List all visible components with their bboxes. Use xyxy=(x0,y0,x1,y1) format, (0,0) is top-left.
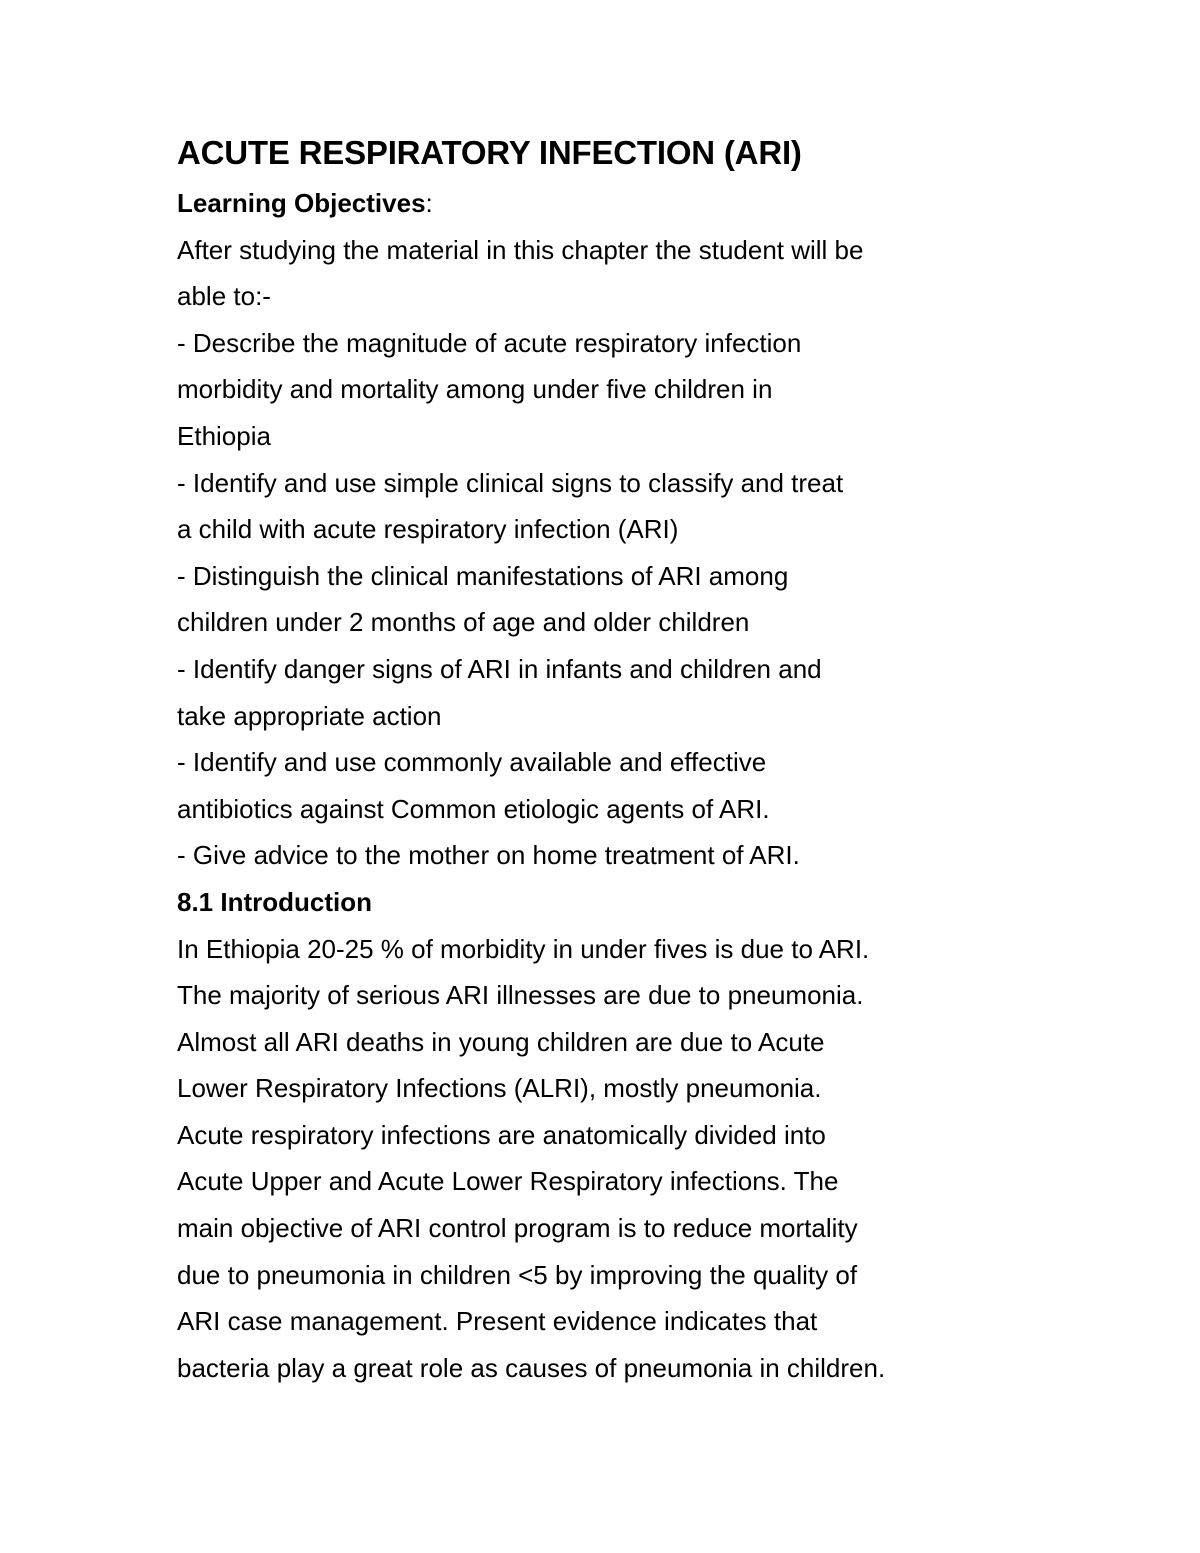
objectives-colon: : xyxy=(425,188,433,218)
objective-item: - Distinguish the clinical manifestations of ARI among xyxy=(177,560,789,591)
text-line: able to:- xyxy=(177,281,271,312)
text-line: Ethiopia xyxy=(177,420,271,451)
objective-item: - Identify and use simple clinical signs to classify and treat xyxy=(177,467,844,498)
intro-line: Lower Respiratory Infections (ALRI), mostly pneumonia. xyxy=(177,1073,822,1104)
intro-line: Almost all ARI deaths in young children are due to Acute xyxy=(177,1026,825,1057)
intro-line: In Ethiopia 20-25 % of morbidity in under fives is due to ARI. xyxy=(177,933,870,964)
document-content xyxy=(177,128,977,1391)
intro-line: due to pneumonia in children <5 by improving the quality of xyxy=(177,1259,858,1290)
intro-line: Acute respiratory infections are anatomically divided into xyxy=(177,1119,826,1150)
objectives-heading-line xyxy=(177,180,977,227)
intro-line: main objective of ARI control program is to reduce mortality xyxy=(177,1213,858,1244)
objective-item: - Identify and use commonly available and effective xyxy=(177,747,767,778)
document-title: ACUTE RESPIRATORY INFECTION (ARI) xyxy=(177,134,802,171)
text-line: take appropriate action xyxy=(177,700,442,731)
objectives-heading: Learning Objectives xyxy=(177,188,426,218)
intro-line: Acute Upper and Acute Lower Respiratory infections. The xyxy=(177,1166,839,1197)
intro-line: bacteria play a great role as causes of pneumonia in children. xyxy=(177,1352,886,1383)
text-line: morbidity and mortality among under five children in xyxy=(177,374,773,405)
intro-line: ARI case management. Present evidence indicates that xyxy=(177,1306,818,1337)
text-line: a child with acute respiratory infection (ARI) xyxy=(177,514,679,545)
objective-item: - Describe the magnitude of acute respiratory infection xyxy=(177,327,802,358)
text-line: children under 2 months of age and older children xyxy=(177,607,750,638)
objective-item: - Identify danger signs of ARI in infants and children and xyxy=(177,653,822,684)
intro-line: The majority of serious ARI illnesses are due to pneumonia. xyxy=(177,980,864,1011)
section-heading: 8.1 Introduction xyxy=(177,886,372,917)
objective-item: - Give advice to the mother on home treatment of ARI. xyxy=(177,840,800,871)
text-line: After studying the material in this chapter the student will be xyxy=(177,234,864,265)
text-line: antibiotics against Common etiologic agents of ARI. xyxy=(177,793,770,824)
